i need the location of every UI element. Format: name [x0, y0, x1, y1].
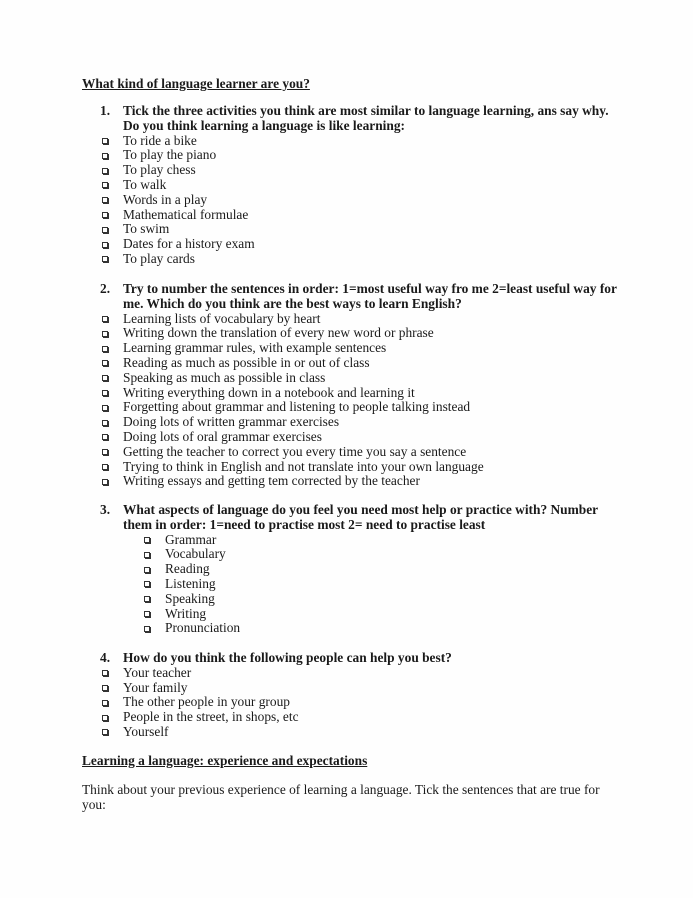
checkbox-option[interactable]	[82, 222, 622, 237]
checkbox-option[interactable]	[82, 725, 622, 740]
question-4	[82, 651, 622, 740]
checkbox-option[interactable]	[82, 695, 622, 710]
checkbox-icon[interactable]	[102, 212, 108, 218]
checkbox-icon[interactable]	[102, 153, 108, 159]
checkbox-option[interactable]	[82, 460, 622, 475]
checkbox-icon[interactable]	[102, 197, 108, 203]
checkbox-option[interactable]	[82, 371, 622, 386]
checkbox-icon[interactable]	[102, 685, 108, 691]
checkbox-icon[interactable]	[102, 331, 108, 337]
checkbox-icon[interactable]	[144, 581, 150, 587]
option-label: To play chess	[123, 162, 196, 178]
checkbox-icon[interactable]	[102, 390, 108, 396]
checkbox-option[interactable]	[82, 237, 622, 252]
checkbox-icon[interactable]	[102, 405, 108, 411]
checkbox-option[interactable]	[82, 430, 622, 445]
checkbox-icon[interactable]	[102, 138, 108, 144]
question-text: Try to number the sentences in order: 1=most useful way fro me 2=least useful way for me. Which do you think are the best ways to learn English?	[123, 281, 617, 311]
option-label: To walk	[123, 176, 167, 192]
checkbox-option[interactable]	[82, 178, 622, 193]
checkbox-option[interactable]	[82, 710, 622, 725]
question-1-options	[82, 134, 622, 267]
checkbox-icon[interactable]	[102, 700, 108, 706]
option-label: Learning grammar rules, with example sentences	[123, 340, 387, 356]
checkbox-icon[interactable]	[102, 316, 108, 322]
question-number: 1.	[100, 103, 111, 118]
option-label: Mathematical formulae	[123, 206, 249, 222]
checkbox-icon[interactable]	[102, 168, 108, 174]
checkbox-icon[interactable]	[102, 256, 108, 262]
checkbox-icon[interactable]	[102, 670, 108, 676]
checkbox-option[interactable]	[82, 163, 622, 178]
checkbox-icon[interactable]	[102, 227, 108, 233]
question-text: How do you think the following people can help you best?	[123, 650, 452, 665]
checkbox-option[interactable]	[82, 341, 622, 356]
question-number: 2.	[100, 281, 111, 296]
checkbox-icon[interactable]	[102, 729, 108, 735]
checkbox-icon[interactable]	[102, 434, 108, 440]
checkbox-icon[interactable]	[144, 537, 150, 543]
checkbox-option[interactable]	[82, 148, 622, 163]
question-number: 3.	[100, 502, 111, 517]
option-label: To play cards	[123, 250, 195, 266]
option-label: Vocabulary	[165, 546, 226, 562]
checkbox-option[interactable]	[82, 562, 622, 577]
checkbox-option[interactable]	[82, 400, 622, 415]
section-2-title: Learning a language: experience and expectations	[82, 753, 368, 768]
option-label: Speaking	[165, 590, 215, 606]
checkbox-option[interactable]	[82, 607, 622, 622]
checkbox-option[interactable]	[82, 386, 622, 401]
option-label: Writing down the translation of every new word or phrase	[123, 325, 434, 341]
question-3-heading	[82, 503, 622, 533]
option-label: Doing lots of written grammar exercises	[123, 414, 340, 430]
checkbox-icon[interactable]	[102, 449, 108, 455]
option-label: Reading	[165, 561, 210, 577]
option-label: To ride a bike	[123, 132, 197, 148]
option-label: Your family	[123, 679, 188, 695]
option-label: Your teacher	[123, 664, 192, 680]
question-3-options	[82, 533, 622, 637]
checkbox-icon[interactable]	[102, 464, 108, 470]
document-title: What kind of language learner are you?	[82, 76, 310, 91]
checkbox-option[interactable]	[82, 193, 622, 208]
checkbox-icon[interactable]	[144, 552, 150, 558]
option-label: Speaking as much as possible in class	[123, 369, 326, 385]
option-label: Dates for a history exam	[123, 236, 255, 252]
option-label: Yourself	[123, 723, 169, 739]
question-2	[82, 282, 622, 489]
option-label: Trying to think in English and not translate into your own language	[123, 458, 484, 474]
checkbox-icon[interactable]	[144, 596, 150, 602]
option-label: The other people in your group	[123, 694, 290, 710]
option-label: People in the street, in shops, etc	[123, 709, 299, 725]
question-text: What aspects of language do you feel you need most help or practice with? Number them in order: 1=need to practise most 2= need to practise least	[123, 502, 598, 532]
checkbox-icon[interactable]	[102, 242, 108, 248]
checkbox-option[interactable]	[82, 134, 622, 149]
option-label: Forgetting about grammar and listening to people talking instead	[123, 399, 471, 415]
checkbox-option[interactable]	[82, 326, 622, 341]
option-label: Listening	[165, 575, 216, 591]
question-3	[82, 503, 622, 636]
checkbox-icon[interactable]	[102, 715, 108, 721]
checkbox-option[interactable]	[82, 415, 622, 430]
checkbox-option[interactable]	[82, 592, 622, 607]
checkbox-icon[interactable]	[102, 182, 108, 188]
checkbox-icon[interactable]	[102, 346, 108, 352]
option-label: Getting the teacher to correct you every time you say a sentence	[123, 443, 467, 459]
checkbox-option[interactable]	[82, 208, 622, 223]
checkbox-option[interactable]	[82, 666, 622, 681]
option-label: Pronunciation	[165, 620, 241, 636]
checkbox-icon[interactable]	[102, 360, 108, 366]
question-number: 4.	[100, 650, 111, 665]
question-1-heading	[82, 104, 622, 134]
option-label: Learning lists of vocabulary by heart	[123, 310, 321, 326]
question-4-heading	[82, 651, 622, 666]
checkbox-option[interactable]	[82, 312, 622, 327]
checkbox-option[interactable]	[82, 474, 622, 489]
checkbox-option[interactable]	[82, 445, 622, 460]
checkbox-icon[interactable]	[102, 420, 108, 426]
question-text: Tick the three activities you think are most similar to language learning, ans say why. Do you think learning a language is like learning:	[123, 103, 609, 133]
option-label: Writing essays and getting tem corrected by the teacher	[123, 473, 420, 489]
checkbox-option[interactable]	[82, 252, 622, 267]
question-1	[82, 104, 622, 267]
checkbox-icon[interactable]	[102, 375, 108, 381]
checkbox-option[interactable]	[82, 577, 622, 592]
checkbox-option[interactable]	[82, 547, 622, 562]
option-label: Words in a play	[123, 191, 208, 207]
section-2-paragraph: Think about your previous experience of learning a language. Tick the sentences that are true for you:	[82, 782, 600, 812]
question-4-options	[82, 666, 622, 740]
question-2-heading	[82, 282, 622, 312]
option-label: To swim	[123, 221, 170, 237]
checkbox-option[interactable]	[82, 621, 622, 636]
option-label: Reading as much as possible in or out of class	[123, 354, 370, 370]
checkbox-icon[interactable]	[144, 626, 150, 632]
option-label: Doing lots of oral grammar exercises	[123, 428, 322, 444]
checkbox-option[interactable]	[82, 681, 622, 696]
option-label: To play the piano	[123, 147, 217, 163]
option-label: Writing	[165, 605, 207, 621]
checkbox-option[interactable]	[82, 533, 622, 548]
option-label: Grammar	[165, 531, 217, 547]
question-2-options	[82, 312, 622, 490]
checkbox-icon[interactable]	[102, 479, 108, 485]
checkbox-icon[interactable]	[144, 567, 150, 573]
option-label: Writing everything down in a notebook and learning it	[123, 384, 415, 400]
checkbox-option[interactable]	[82, 356, 622, 371]
checkbox-icon[interactable]	[144, 611, 150, 617]
